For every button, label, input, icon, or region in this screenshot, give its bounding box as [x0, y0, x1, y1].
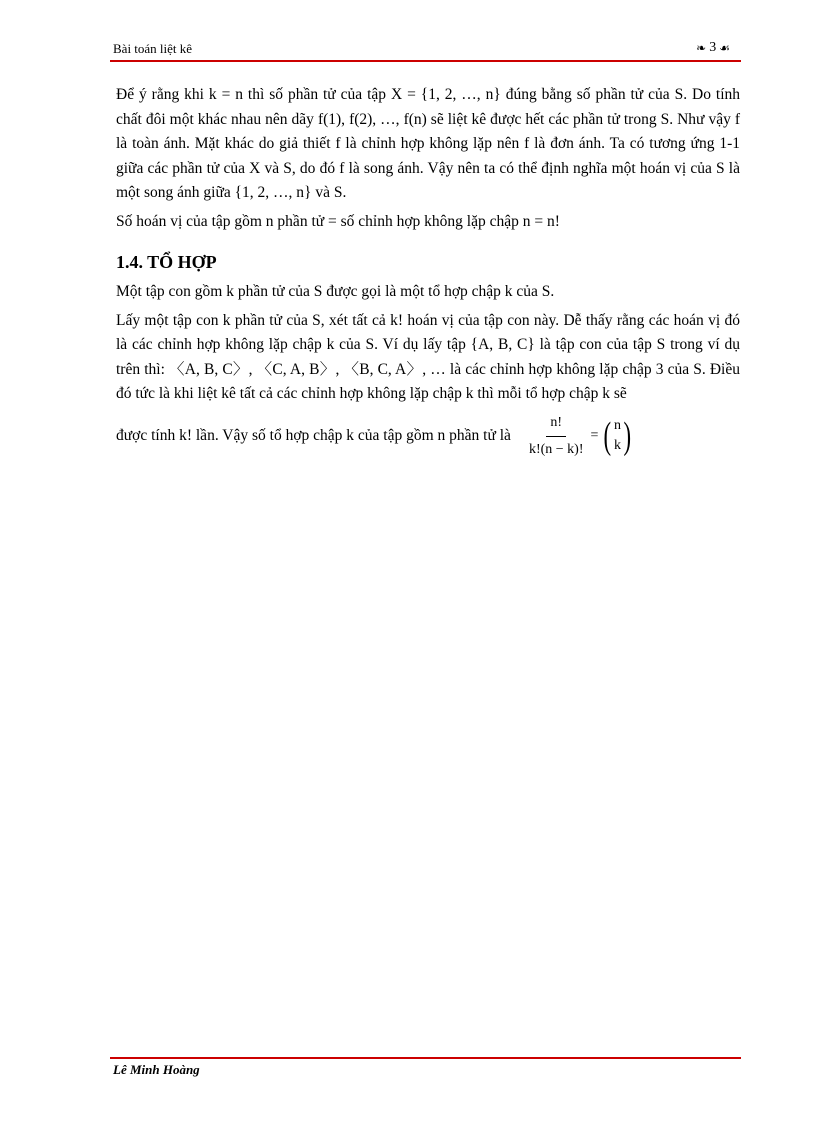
binomial-coefficient	[601, 416, 633, 456]
binom-bottom: k	[614, 438, 622, 453]
page-number: 3	[709, 40, 717, 55]
equals-sign: =	[590, 428, 599, 443]
combination-fraction	[525, 411, 588, 462]
header-title: Bài toán liệt kê	[113, 41, 193, 56]
footer-author: Lê Minh Hoàng	[113, 1062, 200, 1077]
footer-rule	[110, 1057, 741, 1059]
formula-line	[116, 411, 740, 462]
fraction-denominator: k!(n − k)!	[528, 441, 584, 457]
paragraph-permutation-definition: Để ý rằng khi k = n thì số phần tử của tập X = {1, 2, …, n} đúng bằng số phần tử của S. Do tính chất đôi một khác nhau nên dãy f(1), f(2), …, f(n) sẽ liệt kê được hết các phần tử trong S. Như vậy f là toàn ánh. Mặt khác do giả thiết f là chỉnh hợp không lặp nên f là đơn ánh. Ta có tương ứng 1-1 giữa các phần tử của X và S, do đó f là song ánh. Vậy nên ta có thể định nghĩa một hoán vị của S là một song ánh giữa {1, 2, …, n} và S.	[116, 86, 740, 201]
paragraph-combination-explanation: Lấy một tập con k phần tử của S, xét tất cả k! hoán vị của tập con này. Dễ thấy rằng các hoán vị đó là các chỉnh hợp không lặp chập k của S. Ví dụ lấy tập {A, B, C} là tập con của tập S trong ví dụ trên thì: 〈A, B, C〉, 〈C, A, B〉, 〈B, C, A〉, … là các chỉnh hợp không lặp chập 3 của S. Điều đó tức là khi liệt kê tất cả các chỉnh hợp không lặp chập k thì mỗi tổ hợp chập k sẽ	[116, 311, 740, 402]
paragraph-permutation-count: Số hoán vị của tập gồm n phần tử = số chỉnh hợp không lặp chập n = n!	[116, 212, 560, 230]
paragraph-combination-definition: Một tập con gồm k phần tử của S được gọi là một tổ hợp chập k của S.	[116, 283, 555, 300]
section-heading: 1.4. TỔ HỢP	[116, 252, 217, 272]
header-page-number	[696, 40, 730, 56]
fraction-numerator: n!	[546, 411, 566, 437]
header-rule	[110, 60, 741, 62]
ornament-right-icon: ☙	[719, 40, 730, 55]
page-body	[116, 83, 740, 462]
page-header	[113, 38, 740, 58]
left-paren-icon: (	[603, 415, 612, 457]
right-paren-icon: )	[623, 415, 632, 457]
formula-lead-text: được tính k! lần. Vậy số tổ hợp chập k của tập gồm n phần tử là	[116, 427, 511, 444]
ornament-left-icon: ❧	[696, 40, 707, 55]
binom-top: n	[614, 418, 622, 433]
